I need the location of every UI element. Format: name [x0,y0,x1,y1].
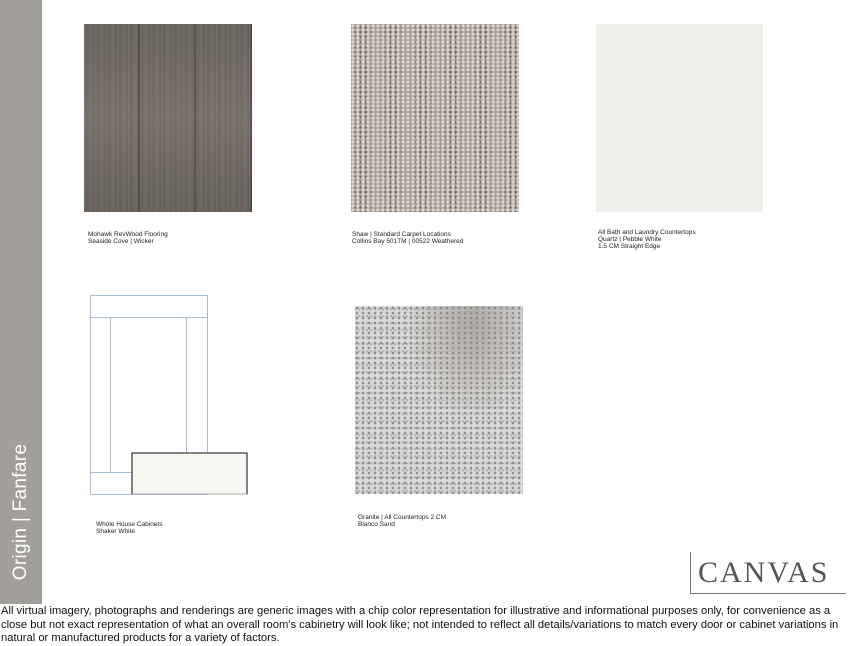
quartz-swatch-image [596,24,763,212]
collection-title: Origin | Fanfare [10,443,31,581]
quartz-caption [598,229,696,251]
cabinets-caption [96,521,162,535]
carpet-caption [352,231,463,245]
granite-swatch-image [355,306,523,494]
caption-line: Quartz | Pebble White [598,236,662,244]
flooring-caption [88,231,168,245]
caption-line: Seaside Cove | Wicker [88,238,154,246]
logo-wordmark: CANVAS [698,556,830,589]
sidebar-band [0,0,42,604]
caption-line: Shaker White [96,528,136,536]
canvas-logo [690,552,846,594]
logo-frame [690,552,691,594]
disclaimer-text: All virtual imagery, photographs and renderings are generic images with a chip color representation for illustrative and informational purposes only, for convenience as a close but not exact representation of what an overall room's cabinetry will look like; not intended to reflect all details/variations to match every door or cabinet variations in natural or manufactured products for a variety of factors. [1,605,839,644]
granite-caption [358,514,446,528]
caption-line: All Bath and Laundry Countertops [598,229,696,236]
logo-frame [690,593,846,594]
carpet-swatch-image [351,24,519,212]
caption-line: Shaw | Standard Carpet Locations [352,231,451,238]
caption-line: Mohawk RevWood Flooring [88,231,168,238]
caption-line: 1.5 CM Straight Edge [598,243,661,251]
caption-line: Granite | All Countertops 2 CM [358,514,447,521]
caption-line: Whole House Cabinets [96,521,163,528]
caption-line: Blanco Sand [358,521,395,529]
cabinet-door-drawing [90,295,248,495]
flooring-swatch-image [84,24,252,212]
caption-line: Collins Bay 501TM | 00522 Weathered [352,238,464,246]
